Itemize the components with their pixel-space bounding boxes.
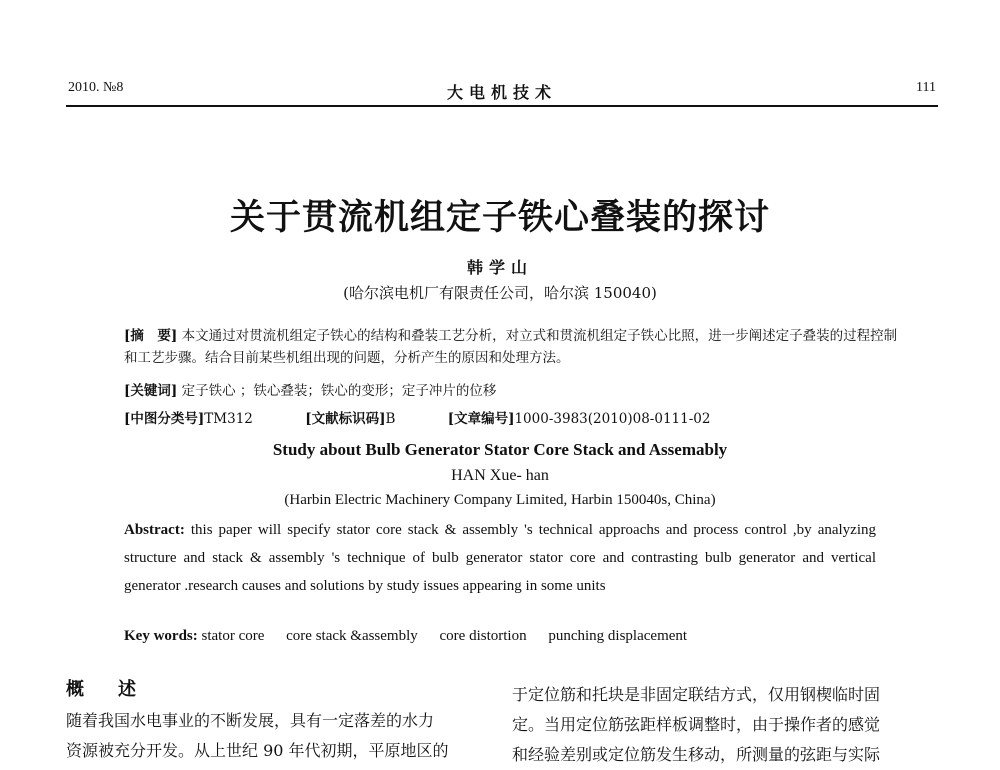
english-abstract-label: Abstract: <box>124 522 185 538</box>
keyword-item: core distortion <box>439 628 527 644</box>
author-affiliation: (哈尔滨电机厂有限责任公司，哈尔滨 150040) <box>343 284 657 302</box>
keywords-label: [关键词] <box>124 383 178 399</box>
article-no-entry <box>448 411 735 427</box>
section-heading: 概 述 <box>66 679 144 700</box>
article-no-label: [文章编号] <box>447 411 515 427</box>
keyword-item: punching displacement <box>548 628 688 644</box>
body-line: 资源被充分开发。从上世纪 90 年代初期，平原地区的 <box>66 741 449 760</box>
journal-name: 大电机技术 <box>446 83 557 102</box>
english-keywords <box>124 628 876 645</box>
doc-code-label: [文献标识码] <box>305 411 386 427</box>
english-author: HAN Xue- han <box>451 467 549 484</box>
english-affiliation: (Harbin Electric Machinery Company Limited, Harbin 150040s, China) <box>284 492 716 508</box>
issue-number: 2010. №8 <box>68 80 124 95</box>
clc-entry <box>124 411 277 427</box>
header-rule <box>66 105 938 107</box>
body-column-right <box>512 680 942 770</box>
english-title: Study about Bulb Generator Stator Core Stack and Assemably <box>272 440 728 459</box>
page-number: 111 <box>916 80 936 95</box>
abstract-label: [摘 要] <box>124 328 178 344</box>
chinese-abstract <box>124 325 904 369</box>
keywords-text: 定子铁心 ；铁心叠装；铁心的变形；定子冲片的位移 <box>181 383 497 399</box>
body-line: 定。当用定位筋弦距样板调整时，由于操作者的感觉 <box>512 715 881 734</box>
doc-code-entry <box>305 411 419 427</box>
body-line: 随着我国水电事业的不断发展，具有一定落差的水力 <box>66 711 435 730</box>
clc-value: TM312 <box>204 411 253 427</box>
body-line: 和经验差别或定位筋发生移动，所测量的弦距与实际 <box>512 745 881 764</box>
classification-line <box>124 408 904 430</box>
doc-code-value: B <box>385 411 396 427</box>
paper-title: 关于贯流机组定子铁心叠装的探讨 <box>229 198 770 238</box>
body-column-left <box>66 706 486 766</box>
author-name: 韩学山 <box>466 258 533 277</box>
running-header <box>68 80 936 102</box>
keyword-item: core stack &assembly <box>286 628 418 644</box>
english-abstract <box>124 516 876 600</box>
clc-label: [中图分类号] <box>124 411 205 427</box>
abstract-text: 本文通过对贯流机组定子铁心的结构和叠装工艺分析，对立式和贯流机组定子铁心比照，进一步阐述定子叠装的过程控制和工艺步骤。结合目前某些机组出现的问题，分析产生的原因和处理方法。 <box>124 328 898 366</box>
english-keywords-label: Key words: <box>124 628 198 644</box>
body-line: 于定位筋和托块是非固定联结方式，仅用钢楔临时固 <box>512 685 881 704</box>
chinese-keywords <box>124 380 904 402</box>
article-no-value: 1000-3983(2010)08-0111-02 <box>514 411 711 427</box>
english-abstract-text: this paper will specify stator core stack & assembly 's technical approachs and process control ,by analyzing structure and stack & assembly 's technique of bulb generator stator core and contrasting bulb generator and vertical generator .research causes and solutions by study issues appearing in some units <box>124 522 877 594</box>
keyword-item: stator core <box>201 628 265 644</box>
